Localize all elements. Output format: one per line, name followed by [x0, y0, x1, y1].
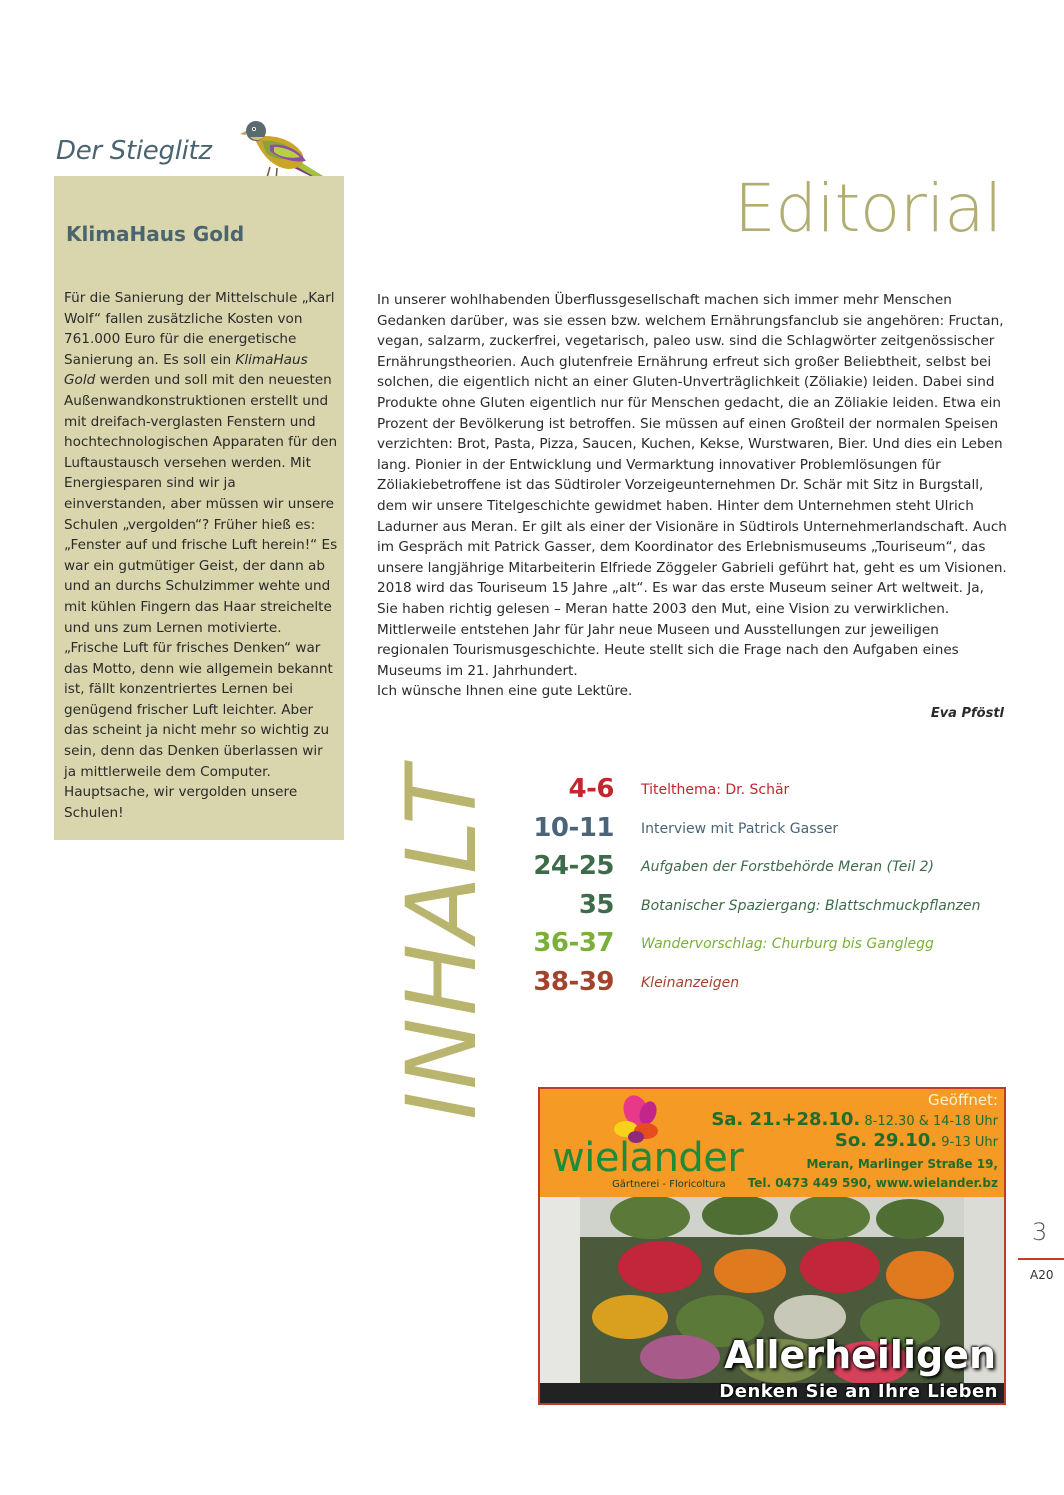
contents-item-pages: 38-39 [533, 966, 614, 997]
ad-saturday-hours: 8-12.30 & 14-18 Uhr [860, 1114, 998, 1129]
column-text-start: Für die Sanierung der Mittelschule „Karl Wolf“ fallen zusätzliche Kosten von 761.000 Euro für die energetische Sanierung an. Es soll ein [64, 290, 335, 368]
contents-item-label: Kleinanzeigen [641, 974, 740, 991]
contents-heading: INHALT [386, 764, 498, 1120]
ad-hours-saturday [711, 1109, 998, 1130]
ad-subtitle: Gärtnerei - Floricoltura [612, 1179, 726, 1190]
contents-item-pages: 10-11 [533, 812, 614, 843]
editorial-body [377, 290, 1007, 702]
editorial-closing: Ich wünsche Ihnen eine gute Lektüre. [377, 683, 633, 700]
column-body [64, 288, 338, 823]
contents-item-pages: 24-25 [533, 851, 614, 882]
contents-item[interactable] [520, 813, 980, 852]
contents-list [520, 774, 980, 1006]
ad-contact[interactable]: Tel. 0473 449 590, www.wielander.bz [747, 1176, 998, 1190]
contents-item-label: Titelthema: Dr. Schär [641, 782, 790, 798]
contents-item-label: Aufgaben der Forstbehörde Meran (Teil 2) [641, 859, 935, 876]
column-title: Der Stieglitz [56, 136, 212, 166]
contents-item-label: Botanischer Spaziergang: Blattschmuckpflanzen [641, 897, 981, 914]
contents-item[interactable] [520, 851, 980, 890]
contents-item-pages: 35 [578, 889, 614, 920]
contents-item[interactable] [520, 928, 980, 967]
contents-item-pages: 36-37 [533, 928, 614, 959]
editorial-paragraph: In unserer wohlhabenden Überflussgesellschaft machen sich immer mehr Menschen Gedanken darüber, was sie essen bzw. welchem Ernährungsfanclub sie angehören: Fructan, vegan, salzarm, zuckerfrei, vegetarisch, paleo usw. sind die Schlagwörter zeitgenössischer Ernährungstheorien. Auch glutenfreie Ernährung erfreut sich großer Beliebtheit, selbst bei solchen, die eigentlich nicht an einer Gluten-Unverträglichkeit (Zöliakie) leiden. Dabei sind Produkte ohne Gluten eigentlich nur für Menschen gedacht, die an Zöliakie leiden. Etwa ein Prozent der Bevölkerung ist betroffen. Sie müssen auf einen Großteil der normalen Speisen verzichten: Brot, Pasta, Pizza, Saucen, Kuchen, Kekse, Wurstwaren, Bier. Und dies ein Leben lang. Pionier in der Entwicklung und Vermarktung innovativer Problemlösungen für Zöliakiebetroffene ist das Südtiroler Vorzeigeunternehmen Dr. Schär mit Sitz in Burgstall, dem wir unsere Titelgeschichte gewidmet haben. Hinter dem Unternehmen steht Ulrich Ladurner aus Meran. Er gilt als einer der Visionäre in Südtirols Unternehmerlandschaft. Auch im Gespräch mit Patrick Gasser, dem Koordinator des Erlebnismuseums „Touriseum“, das unsere langjährige Mitarbeiterin Elfriede Zöggeler Gabrieli geführt hat, geht es um Visionen. 2018 wird das Touriseum 15 Jahre „alt“. Es war das erste Museum seiner Art weltweit. Ja, Sie haben richtig gelesen – Meran hatte 2003 den Mut, eine Vision zu verwirklichen. Mittlerweile entstehen Jahr für Jahr neue Museen und Ausstellungen zur jeweiligen regionalen Tourismusgeschichte. Heute stellt sich die Frage nach den Aufgaben eines Museums im 21. Jahrhundert. [377, 292, 1007, 679]
column-box [54, 176, 344, 840]
ad-hours-sunday [835, 1130, 998, 1151]
ad-brand: wielander [552, 1135, 744, 1181]
contents-item-label: Interview mit Patrick Gasser [641, 820, 839, 837]
contents-item[interactable] [520, 890, 980, 929]
ad-address: Meran, Marlinger Straße 19, [806, 1157, 998, 1171]
column-heading: KlimaHaus Gold [66, 222, 245, 246]
column-text-end: werden und soll mit den neuesten Außenwandkonstruktionen erstellt und mit dreifach-verglasten Fenstern und hochtechnologischen Apparaten für den Luftaustausch versehen werden. Mit Energiesparen sind wir ja einverstanden, aber müssen wir unsere Schulen „vergolden“? Früher hieß es: „Fenster auf und frische Luft herein!“ Es war ein gutmütiger Geist, der dann ab und an durchs Schulzimmer wehte und mit kühlen Fingern das Haar streichelte und uns zum Lernen motivierte. „Frische Luft für frisches Denken“ war das Motto, denn wie allgemein bekannt ist, fällt konzentriertes Lernen bei genügend frischer Luft leichter. Aber das scheint ja nicht mehr so wichtig zu sein, denn das Denken überlassen wir ja mittlerweile dem Computer. Hauptsache, wir vergolden unsere Schulen! [64, 372, 338, 821]
column-text-emphasis: KlimaHaus Gold [64, 351, 308, 389]
contents-item[interactable] [520, 967, 980, 1006]
editorial-author: Eva Pföstl [930, 706, 1004, 721]
wielander-ad[interactable] [538, 1087, 1006, 1405]
page-code: A20 [1030, 1268, 1054, 1282]
contents-item-label: Wandervorschlag: Churburg bis Ganglegg [641, 936, 934, 953]
page-number: 3 [1032, 1218, 1048, 1246]
ad-open-label: Geöffnet: [927, 1091, 998, 1109]
ad-headline: Allerheiligen [724, 1333, 996, 1377]
page-rule [1018, 1258, 1064, 1260]
contents-item-pages: 4-6 [568, 774, 614, 804]
editorial-title: Editorial [734, 170, 1002, 247]
ad-sunday-hours: 9-13 Uhr [937, 1135, 998, 1150]
ad-header [540, 1089, 1004, 1197]
ad-tagline: Denken Sie an Ihre Lieben [719, 1381, 998, 1402]
ad-sunday-date: So. 29.10. [834, 1130, 938, 1151]
ad-saturday-dates: Sa. 21.+28.10. [711, 1109, 861, 1130]
contents-item[interactable] [520, 774, 980, 813]
